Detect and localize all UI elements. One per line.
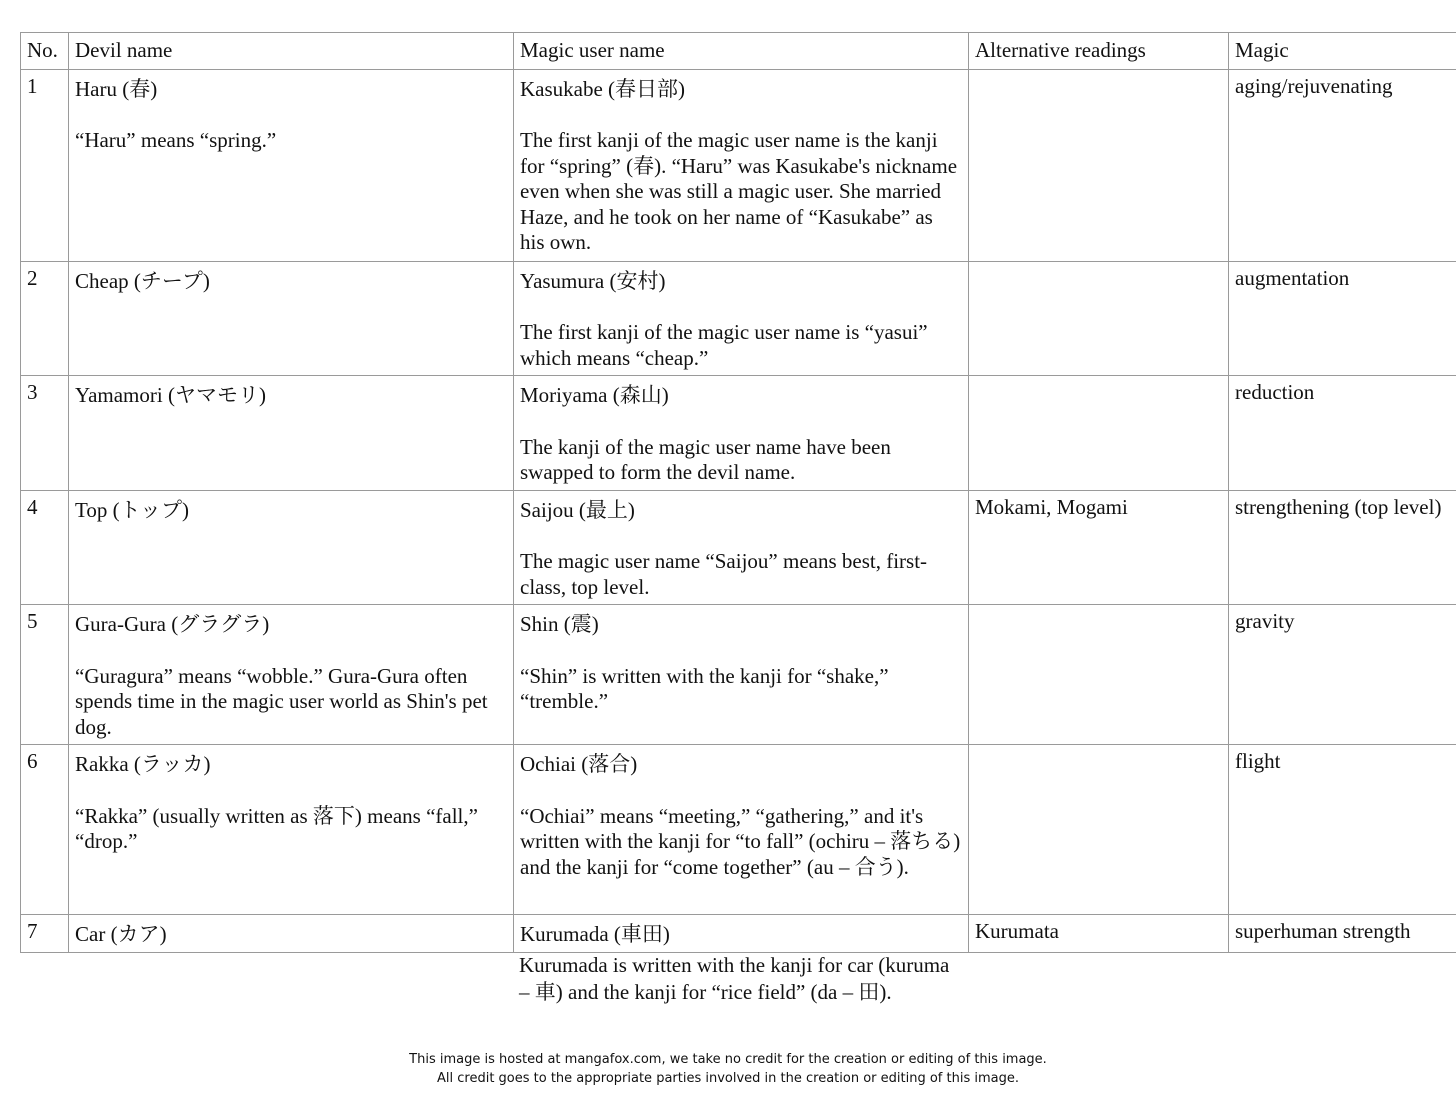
devil-name-cell [69,915,514,953]
magic-user-name-cell [514,69,969,261]
row-number: 2 [21,261,69,376]
alternative-readings-cell [969,605,1229,745]
devil-name-note: “Haru” means “spring.” [75,128,277,152]
magic-user-name: Shin (震) [520,612,599,636]
row-number: 7 [21,915,69,953]
magic-user-name-cell [514,605,969,745]
devil-name: Haru (春) [75,76,158,101]
magic-user-name: Ochiai (落合) [520,752,638,776]
table-row [21,915,1456,953]
credits-line-2: All credit goes to the appropriate parties involved in the creation or editing of this image. [437,1071,1019,1086]
header-no: No. [21,33,69,70]
table-row [21,605,1456,745]
alternative-readings-cell [969,376,1229,491]
magic-cell: augmentation [1229,261,1456,376]
devil-name-cell [69,745,514,915]
magic-cell: aging/rejuvenating [1229,69,1456,261]
magic-user-name-cell [514,915,969,953]
devil-name-cell [69,490,514,605]
table-row [21,376,1456,491]
alternative-readings-cell [969,69,1229,261]
magic-user-name-cell [514,490,969,605]
magic-user-name-cell [514,261,969,376]
magic-user-name-note: The kanji of the magic user name have been swapped to form the devil name. [520,434,891,484]
devil-name: Car (カア) [75,922,167,946]
devil-name-note: “Rakka” (usually written as 落下) means “fall,” “drop.” [75,803,478,853]
devil-name: Gura-Gura (グラグラ) [75,612,270,636]
magic-user-name-cell [514,745,969,915]
magic-user-name: Kurumada (車田) [520,922,670,946]
magic-cell: flight [1229,745,1456,915]
magic-user-name: Moriyama (森山) [520,383,669,407]
devil-name-cell [69,605,514,745]
magic-cell: gravity [1229,605,1456,745]
hosting-credits [0,1050,1456,1088]
table-row [21,261,1456,376]
alternative-readings-cell: Kurumata [969,915,1229,953]
magic-user-name-note: “Shin” is written with the kanji for “shake,” “tremble.” [520,663,889,713]
header-magic-user-name: Magic user name [514,33,969,70]
magic-user-name: Saijou (最上) [520,497,635,522]
header-alternative-readings: Alternative readings [969,33,1229,70]
table-row [21,745,1456,915]
alternative-readings-cell [969,261,1229,376]
row-number: 4 [21,490,69,605]
row-number: 3 [21,376,69,491]
devil-name-cell [69,69,514,261]
devil-names-table [20,32,1456,953]
magic-user-name: Yasumura (安村) [520,268,666,293]
devil-name: Cheap (チープ) [75,268,210,293]
table-row [21,69,1456,261]
row-number: 6 [21,745,69,915]
devil-name-cell [69,376,514,491]
row-number: 1 [21,69,69,261]
magic-user-name-cell [514,376,969,491]
header-row [21,33,1456,70]
magic-cell: reduction [1229,376,1456,491]
kurumada-overflow-note: Kurumada is written with the kanji for car (kuruma – 車) and the kanji for “rice field” (da – 田). [519,953,950,1004]
magic-user-name: Kasukabe (春日部) [520,76,686,101]
alternative-readings-cell: Mokami, Mogami [969,490,1229,605]
magic-user-name-note: “Ochiai” means “meeting,” “gathering,” and it's written with the kanji for “to fall” (ochiru – 落ちる) and the kanji for “come together” (au – 合う). [520,803,961,879]
magic-cell: superhuman strength [1229,915,1456,953]
magic-user-name-note: The first kanji of the magic user name is “yasui” which means “cheap.” [520,320,928,370]
header-devil-name: Devil name [69,33,514,70]
devil-name-note: “Guragura” means “wobble.” Gura-Gura often spends time in the magic user world as Shin's pet dog. [75,663,488,739]
magic-user-name-note: The magic user name “Saijou” means best, first-class, top level. [520,549,928,599]
magic-user-name-note: The first kanji of the magic user name is the kanji for “spring” (春). “Haru” was Kasukabe's nickname even when she was still a magic user. She married Haze, and he took on her name of “Kasukabe” as his own. [520,128,958,254]
credits-line-1: This image is hosted at mangafox.com, we take no credit for the creation or editing of this image. [409,1052,1047,1067]
devil-name-cell [69,261,514,376]
alternative-readings-cell [969,745,1229,915]
header-magic: Magic [1229,33,1456,70]
names-table-sheet [20,32,1456,953]
devil-name: Top (トップ) [75,497,189,522]
table-row [21,490,1456,605]
row-number: 5 [21,605,69,745]
magic-cell: strengthening (top level) [1229,490,1456,605]
devil-name: Yamamori (ヤマモリ) [75,383,266,407]
devil-name: Rakka (ラッカ) [75,752,211,776]
